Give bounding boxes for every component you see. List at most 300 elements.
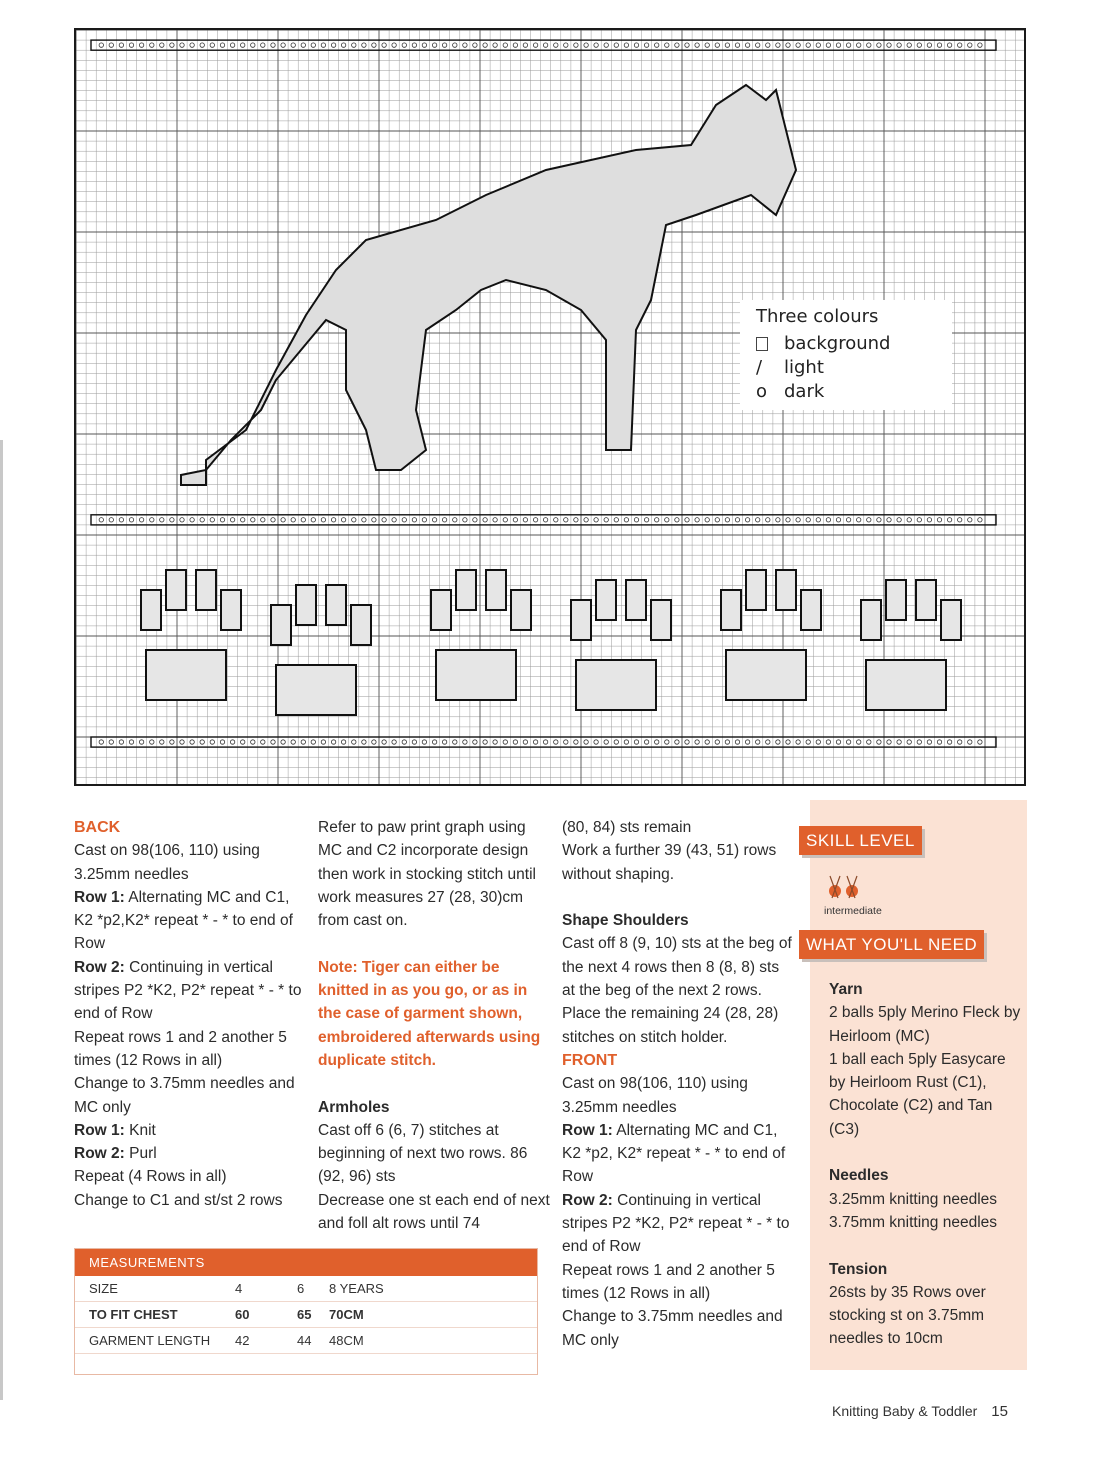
dark-stitch-dot [786, 740, 790, 744]
dark-stitch-dot [241, 518, 245, 522]
dark-stitch-dot [442, 740, 446, 744]
dark-stitch-dot [978, 740, 982, 744]
dark-stitch-dot [796, 740, 800, 744]
tiger-motif [181, 85, 796, 485]
dark-stitch-dot [453, 740, 457, 744]
paw-toe [296, 585, 316, 625]
dark-stitch-dot [493, 740, 497, 744]
dark-stitch-dot [846, 43, 850, 47]
dark-stitch-dot [432, 518, 436, 522]
dark-stitch-dot [523, 43, 527, 47]
back-heading: BACK [74, 819, 121, 836]
dark-stitch-dot [372, 518, 376, 522]
dark-stitch-dot [170, 43, 174, 47]
dark-stitch-dot [392, 43, 396, 47]
dark-stitch-dot [463, 43, 467, 47]
dark-stitch-dot [382, 518, 386, 522]
dark-stitch-dot [453, 43, 457, 47]
dark-stitch-dot [766, 740, 770, 744]
dark-stitch-dot [402, 518, 406, 522]
dark-stitch-dot [331, 518, 335, 522]
dark-stitch-dot [422, 740, 426, 744]
dark-stitch-dot [271, 740, 275, 744]
dark-stitch-dot [362, 43, 366, 47]
dark-stitch-dot [665, 43, 669, 47]
dark-stitch-dot [715, 43, 719, 47]
dark-stitch-dot [766, 518, 770, 522]
dark-stitch-dot [210, 740, 214, 744]
dark-stitch-dot [392, 518, 396, 522]
dark-stitch-dot [665, 518, 669, 522]
chart-legend [740, 300, 952, 410]
back-row2: Row 2: Continuing in vertical stripes P2 *K2, P2* repeat * - * to end of Row [74, 958, 302, 1023]
needles-heading: Needles [829, 1167, 889, 1185]
dark-stitch-dot [412, 518, 416, 522]
dark-stitch-dot [826, 740, 830, 744]
table-row: SIZE 4 6 8 YEARS [75, 1276, 537, 1302]
dark-stitch-dot [836, 518, 840, 522]
dark-stitch-dot [685, 518, 689, 522]
dark-stitch-dot [473, 518, 477, 522]
dark-stitch-dot [402, 43, 406, 47]
dark-stitch-dot [735, 43, 739, 47]
dark-stitch-dot [685, 740, 689, 744]
dark-stitch-dot [725, 740, 729, 744]
dark-stitch-dot [99, 43, 103, 47]
dark-stitch-dot [139, 740, 143, 744]
dark-stitch-dot [241, 740, 245, 744]
publication-name: Knitting Baby & Toddler [832, 1403, 978, 1419]
dark-stitch-dot [887, 518, 891, 522]
dark-stitch-dot [352, 43, 356, 47]
dark-stitch-dot [766, 43, 770, 47]
dark-stitch-dot [634, 518, 638, 522]
dark-stitch-dot [129, 518, 133, 522]
dark-stitch-dot [442, 43, 446, 47]
measurements-table [74, 1248, 538, 1375]
dark-stitch-dot [331, 740, 335, 744]
dark-stitch-dot [917, 740, 921, 744]
dark-stitch-dot [473, 740, 477, 744]
dark-stitch-dot [503, 518, 507, 522]
paw-toe [916, 580, 936, 620]
dark-stitch-dot [675, 740, 679, 744]
dark-stitch-dot [493, 518, 497, 522]
dark-stitch-dot [634, 43, 638, 47]
dark-stitch-dot [958, 740, 962, 744]
dark-stitch-dot [463, 518, 467, 522]
paw-toe [721, 590, 741, 630]
dark-stitch-dot [745, 43, 749, 47]
skill-level-value: intermediate [824, 905, 882, 917]
dark-stitch-dot [867, 740, 871, 744]
pattern-column-front [562, 816, 792, 1352]
skill-level-tag: SKILL LEVEL [799, 826, 922, 855]
paw-toe [196, 570, 216, 610]
dark-stitch-dot [453, 518, 457, 522]
dark-stitch-dot [786, 518, 790, 522]
dark-stitch-dot [473, 43, 477, 47]
needle-item: 3.75mm knitting needles [829, 1213, 998, 1231]
dark-stitch-dot [685, 43, 689, 47]
dark-stitch-dot [422, 518, 426, 522]
dark-stitch-dot [756, 518, 760, 522]
dark-stitch-dot [442, 518, 446, 522]
dark-stitch-dot [806, 518, 810, 522]
dark-stitch-dot [200, 518, 204, 522]
dark-stitch-dot [554, 518, 558, 522]
paw-pad [726, 650, 806, 700]
dark-stitch-dot [695, 518, 699, 522]
dark-stitch-dot [725, 518, 729, 522]
dark-stitch-dot [937, 518, 941, 522]
paw-toe [351, 605, 371, 645]
dark-stitch-dot [776, 43, 780, 47]
dark-stitch-dot [968, 740, 972, 744]
dark-stitch-dot [392, 740, 396, 744]
requirements-sidebar [806, 800, 1027, 1370]
paw-toe [861, 600, 881, 640]
dark-stitch-dot [170, 740, 174, 744]
dark-stitch-dot [543, 518, 547, 522]
dark-stitch-dot [341, 518, 345, 522]
dark-stitch-dot [725, 43, 729, 47]
dark-stitch-dot [564, 43, 568, 47]
dark-stitch-dot [624, 518, 628, 522]
paw-toe [326, 585, 346, 625]
dark-stitch-dot [907, 740, 911, 744]
dark-stitch-dot [362, 518, 366, 522]
dark-stitch-dot [210, 43, 214, 47]
dark-stitch-dot [816, 518, 820, 522]
dark-stitch-dot [251, 43, 255, 47]
dark-stitch-dot [412, 43, 416, 47]
dark-stitch-dot [311, 43, 315, 47]
dark-stitch-dot [897, 740, 901, 744]
dark-stitch-dot [554, 740, 558, 744]
dark-stitch-dot [341, 43, 345, 47]
dark-stitch-dot [978, 43, 982, 47]
dark-stitch-dot [352, 518, 356, 522]
dark-stitch-dot [816, 43, 820, 47]
dark-stitch-dot [190, 43, 194, 47]
dark-stitch-dot [705, 518, 709, 522]
dark-stitch-dot [271, 43, 275, 47]
dark-stitch-dot [927, 518, 931, 522]
dark-stitch-dot [574, 43, 578, 47]
dark-stitch-dot [887, 43, 891, 47]
dark-stitch-dot [150, 740, 154, 744]
dark-stitch-dot [99, 518, 103, 522]
dark-stitch-dot [503, 740, 507, 744]
dark-stitch-dot [695, 43, 699, 47]
yarn-item: 2 balls 5ply Merino Fleck by Heirloom (MC) [829, 1004, 1021, 1045]
yarn-item: 1 ball each 5ply Easycare by Heirloom Rust (C1), Chocolate (C2) and Tan (C3) [829, 1050, 1006, 1138]
dark-stitch-dot [594, 740, 598, 744]
paw-toe [166, 570, 186, 610]
dark-stitch-dot [220, 43, 224, 47]
page-footer [832, 1403, 1008, 1420]
back-repeat2: Repeat (4 Rows in all) [74, 1168, 227, 1186]
front-row1: Row 1: Alternating MC and C1, K2 *p2, K2* repeat * - * to end of Row [562, 1121, 786, 1186]
dark-stitch-dot [109, 43, 113, 47]
dark-stitch-dot [523, 518, 527, 522]
dark-stitch-dot [119, 43, 123, 47]
dark-stitch-dot [251, 740, 255, 744]
dark-stitch-dot [574, 740, 578, 744]
dark-stitch-dot [513, 740, 517, 744]
work-further: Work a further 39 (43, 51) rows without shaping. [562, 842, 777, 883]
tension-text: 26sts by 35 Rows over stocking st on 3.75mm needles to 10cm [829, 1283, 986, 1348]
dark-stitch-dot [968, 43, 972, 47]
back-change2: Change to C1 and st/st 2 rows [74, 1191, 283, 1209]
dark-stitch-dot [331, 43, 335, 47]
dark-stitch-dot [958, 43, 962, 47]
front-repeat: Repeat rows 1 and 2 another 5 times (12 Rows in all) [562, 1261, 775, 1302]
dark-stitch-dot [796, 43, 800, 47]
dark-stitch-dot [644, 518, 648, 522]
front-heading: FRONT [562, 1051, 618, 1069]
paw-toe [596, 580, 616, 620]
dark-stitch-dot [947, 518, 951, 522]
dark-stitch-dot [109, 740, 113, 744]
dark-stitch-dot [857, 740, 861, 744]
dark-stitch-dot [291, 518, 295, 522]
dark-stitch-dot [594, 43, 598, 47]
dark-stitch-dot [806, 43, 810, 47]
dark-stitch-dot [786, 43, 790, 47]
dark-stitch-dot [160, 740, 164, 744]
dark-stitch-dot [180, 518, 184, 522]
background-swatch-icon [756, 337, 768, 351]
dark-stitch-dot [857, 518, 861, 522]
dark-stitch-dot [745, 740, 749, 744]
page-number: 15 [991, 1403, 1008, 1420]
legend-title: Three colours [756, 306, 879, 327]
dark-stitch-dot [655, 43, 659, 47]
paw-toe [271, 605, 291, 645]
dark-stitch-dot [311, 740, 315, 744]
sts-remain: (80, 84) sts remain [562, 819, 692, 836]
dark-stitch-dot [513, 518, 517, 522]
dark-stitch-dot [756, 740, 760, 744]
dark-stitch-dot [543, 43, 547, 47]
dark-stitch-dot [695, 740, 699, 744]
dark-stitch-dot [533, 43, 537, 47]
dark-stitch-dot [776, 740, 780, 744]
needle-item: 3.25mm knitting needles [829, 1190, 998, 1208]
dark-stitch-dot [604, 740, 608, 744]
paw-toe [776, 570, 796, 610]
dark-stitch-dot [806, 740, 810, 744]
paw-toe [651, 600, 671, 640]
dark-stitch-dot [170, 518, 174, 522]
dark-stitch-dot [362, 740, 366, 744]
back-r1: Row 1: Knit [74, 1121, 156, 1139]
knitting-chart [74, 28, 1026, 786]
dark-stitch-dot [947, 740, 951, 744]
paw-toe [456, 570, 476, 610]
dark-stitch-dot [675, 518, 679, 522]
dark-stitch-dot [584, 518, 588, 522]
dark-stitch-dot [877, 43, 881, 47]
dark-stitch-dot [190, 740, 194, 744]
dark-stitch-dot [614, 43, 618, 47]
dark-stitch-dot [311, 518, 315, 522]
shoulders-text: Cast off 8 (9, 10) sts at the beg of the next 4 rows then 8 (8, 8) sts at the beg of the next 2 rows. [562, 935, 792, 1000]
dark-stitch-dot [139, 43, 143, 47]
dark-stitch-dot [230, 518, 234, 522]
legend-item-light: / light [756, 357, 824, 378]
dark-stitch-dot [917, 43, 921, 47]
dark-stitch-dot [251, 518, 255, 522]
dark-stitch-dot [857, 43, 861, 47]
dark-stitch-dot [301, 43, 305, 47]
dark-stitch-dot [665, 740, 669, 744]
pattern-column-back [74, 816, 309, 1212]
dark-stitch-dot [503, 43, 507, 47]
front-change: Change to 3.75mm needles and MC only [562, 1308, 783, 1349]
paw-toe [571, 600, 591, 640]
tiger-note: Note: Tiger can either be knitted in as you go, or as in the case of garment shown, embroidered afterwards using duplicate stitch. [318, 958, 541, 1069]
paw-pad [866, 660, 946, 710]
dark-stitch-dot [321, 518, 325, 522]
dark-stitch-dot [655, 518, 659, 522]
dark-stitch-dot [897, 518, 901, 522]
dark-stitch-dot [564, 518, 568, 522]
dark-stitch-dot [291, 43, 295, 47]
decrease-text: Decrease one st each end of next and foll alt rows until 74 [318, 1191, 550, 1233]
dark-stitch-dot [614, 740, 618, 744]
dark-stitch-dot [301, 740, 305, 744]
armholes-heading: Armholes [318, 1098, 390, 1116]
dark-stitch-dot [483, 740, 487, 744]
dark-stitch-dot [301, 518, 305, 522]
dark-stitch-dot [604, 518, 608, 522]
dark-stitch-dot [796, 518, 800, 522]
dark-stitch-dot [917, 518, 921, 522]
dark-stitch-dot [675, 43, 679, 47]
dark-stitch-dot [483, 43, 487, 47]
dark-stitch-dot [867, 43, 871, 47]
dark-stitch-dot [139, 518, 143, 522]
paw-toe [886, 580, 906, 620]
dark-stitch-dot [261, 518, 265, 522]
dark-stitch-dot [715, 518, 719, 522]
back-repeat: Repeat rows 1 and 2 another 5 times (12 Rows in all) [74, 1028, 287, 1069]
dark-stitch-dot [907, 518, 911, 522]
dark-stitch-dot [655, 740, 659, 744]
dark-stitch-dot [624, 43, 628, 47]
tension-heading: Tension [829, 1260, 888, 1278]
dark-stitch-dot [160, 518, 164, 522]
paw-toe [431, 590, 451, 630]
dark-stitch-dot [463, 740, 467, 744]
dark-stitch-dot [958, 518, 962, 522]
dark-stitch-dot [119, 740, 123, 744]
back-change: Change to 3.75mm needles and MC only [74, 1075, 295, 1116]
dark-stitch-dot [756, 43, 760, 47]
dark-stitch-dot [897, 43, 901, 47]
dark-stitch-dot [129, 740, 133, 744]
dark-stitch-dot [402, 740, 406, 744]
dark-stitch-dot [846, 740, 850, 744]
dark-stitch-dot [352, 740, 356, 744]
paw-pad [436, 650, 516, 700]
dark-stitch-dot [705, 43, 709, 47]
dark-stitch-dot [119, 518, 123, 522]
dark-stitch-dot [220, 518, 224, 522]
yarn-balls-icon [824, 872, 864, 902]
dark-stitch-dot [432, 740, 436, 744]
dark-stitch-dot [321, 740, 325, 744]
dark-stitch-dot [513, 43, 517, 47]
dark-stitch-dot [180, 43, 184, 47]
dark-stitch-dot [826, 43, 830, 47]
dark-stitch-dot [877, 740, 881, 744]
dark-stitch-dot [291, 740, 295, 744]
dark-stitch-dot [614, 518, 618, 522]
back-r2: Row 2: Purl [74, 1145, 157, 1163]
dark-stitch-dot [271, 518, 275, 522]
dark-stitch-dot [624, 740, 628, 744]
dark-stitch-dot [937, 740, 941, 744]
dark-stitch-dot [836, 43, 840, 47]
dark-stitch-dot [978, 518, 982, 522]
dark-stitch-dot [574, 518, 578, 522]
dark-stitch-dot [867, 518, 871, 522]
dark-stitch-dot [584, 740, 588, 744]
dark-stitch-dot [483, 518, 487, 522]
dark-stitch-dot [382, 43, 386, 47]
dark-stitch-dot [321, 43, 325, 47]
dark-stitch-dot [412, 740, 416, 744]
legend-item-background: background [756, 332, 890, 356]
dark-stitch-dot [735, 740, 739, 744]
dark-stitch-dot [947, 43, 951, 47]
table-row: GARMENT LENGTH 42 44 48CM [75, 1328, 537, 1354]
dark-stitch-dot [200, 740, 204, 744]
dark-stitch-dot [594, 518, 598, 522]
front-cast-on: Cast on 98(106, 110) using 3.25mm needles [562, 1075, 748, 1116]
dark-stitch-dot [877, 518, 881, 522]
dark-stitch-dot [968, 518, 972, 522]
dark-stitch-dot [927, 43, 931, 47]
dark-stitch-dot [281, 518, 285, 522]
dark-stitch-dot [776, 518, 780, 522]
pattern-column-middle [318, 816, 550, 1235]
paw-toe [486, 570, 506, 610]
dark-stitch-dot [422, 43, 426, 47]
dark-stitch-dot [150, 43, 154, 47]
paw-toe [221, 590, 241, 630]
paw-toe [801, 590, 821, 630]
requirements-list [829, 978, 1024, 1351]
paw-toe [141, 590, 161, 630]
paw-toe [511, 590, 531, 630]
dark-stitch-dot [261, 740, 265, 744]
dark-stitch-dot [241, 43, 245, 47]
paw-toe [941, 600, 961, 640]
dark-stitch-dot [584, 43, 588, 47]
dark-stitch-dot [543, 740, 547, 744]
dark-stitch-dot [927, 740, 931, 744]
dark-stitch-dot [745, 518, 749, 522]
paw-toe [746, 570, 766, 610]
dark-stitch-dot [261, 43, 265, 47]
table-row: TO FIT CHEST 60 65 70CM [75, 1302, 537, 1328]
dark-stitch-dot [190, 518, 194, 522]
